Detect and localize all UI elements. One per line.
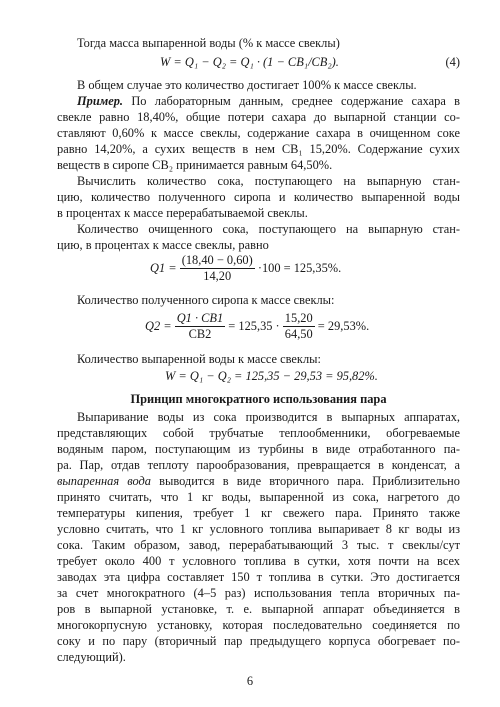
text-line: В общем случае это количество достигает 100% к массе свеклы. [77,78,417,92]
text-line: условно считать, что 1 кг условного топлива выпаривает 8 кг воды из [57,522,460,536]
text-line: Тогда масса выпаренной воды (% к массе свеклы) [77,36,340,50]
fraction-numerator: (18,40 − 0,60) [181,253,253,267]
text-span: По лабораторным данным, среднее содержание сахара в [123,94,460,108]
equation-lhs: Q1 = [150,261,177,275]
equation-q1 [150,253,341,284]
fraction-numerator: Q1 · СВ1 [176,311,224,325]
fraction [180,253,255,284]
text-line: равно 14,20%, а сухих веществ в нем СВ₁ 15,20%. Содержание сухих [57,142,460,156]
text-line [57,474,460,489]
equation-rhs: = 29,53%. [317,319,370,333]
equation-mid: = 125,35 · [228,319,280,333]
text-line: за счет многократного (4–5 раз) использования тепла вторичных па- [57,586,460,600]
equation-q2 [145,311,369,342]
text-line: цию, количество полученного сиропа и количество выпаренной воды [57,190,460,204]
text-span: выводится в виде вторичного пара. Приблизительно [150,474,460,488]
text-line: Вычислить количество сока, поступающего на выпарную стан- [77,174,460,188]
text-line: свекле равно 18,40%, общие потери сахара до выпарной станции со- [57,110,460,124]
text-line: следующий). [57,650,126,664]
text-line: в процентах к массе перерабатываемой свеклы. [57,206,308,220]
example-label: Пример. [77,94,124,108]
text-line: сока. Таким образом, завод, перерабатывающий 3 тыс. т свеклы/сут [57,538,460,552]
text-line: соку и по пару (вторичный пар предыдущего корпуса обогревает по- [57,634,460,648]
fraction-denominator: СВ2 [188,327,212,341]
text-line: водяным паром, поступающим из турбины в виде отработанного па- [57,442,460,456]
fraction [175,311,225,342]
fraction-denominator: 64,50 [284,327,313,341]
text-line: ставляют 0,60% к массе свеклы, содержание сахара в очищенном соке [57,126,460,140]
fraction [283,311,315,342]
text-line: Количество очищенного сока, поступающего на выпарную стан- [77,222,460,236]
text-line: веществ в сиропе СВ₂ принимается равным 64,50%. [57,158,333,172]
text-line: принято считать, что 1 кг воды, выпаренной из сока, нагретого до [57,490,460,504]
equation-lhs: Q2 = [145,319,172,333]
equation-rhs: ·100 = 125,35%. [257,261,342,275]
equation-w: W = Q₁ − Q₂ = 125,35 − 29,53 = 95,82%. [165,369,378,383]
italic-term: выпаренная вода [57,474,151,488]
text-line: Количество выпаренной воды к массе свеклы: [77,352,321,366]
fraction-numerator: 15,20 [284,311,313,325]
text-line [77,94,460,109]
text-line: ра. Пар, отдав теплоту парообразования, превращается в конденсат, а [57,458,460,472]
text-line: заводах эта цифра составляет 150 т топлива в сутки. Это достигается [57,570,460,584]
equation-number: (4) [445,55,460,69]
equation-4: W = Q₁ − Q₂ = Q₁ · (1 − СВ₁/СВ₂). [160,55,339,69]
page-number: 6 [246,674,254,688]
text-line: температуры кипения, требует 1 кг свежего пара. Принято также [57,506,460,520]
section-heading: Принцип многократного использования пара [130,392,387,406]
text-line: ров в выпарной установке, т. е. выпарной аппарат объединяется в [57,602,460,616]
fraction-denominator: 14,20 [203,269,232,283]
text-line: требует около 400 т условного топлива в сутки, хотя почти на всех [57,554,460,568]
text-line: представляющих собой трубчатые теплообменники, обогреваемые [57,426,460,440]
text-line: Выпаривание воды из сока производится в выпарных аппаратах, [77,410,460,424]
text-line: Количество полученного сиропа к массе свеклы: [77,293,335,307]
text-line: цию, в процентах к массе свеклы, равно [57,238,269,252]
text-line: многокорпусную установку, которая последовательно соединяется по [57,618,460,632]
